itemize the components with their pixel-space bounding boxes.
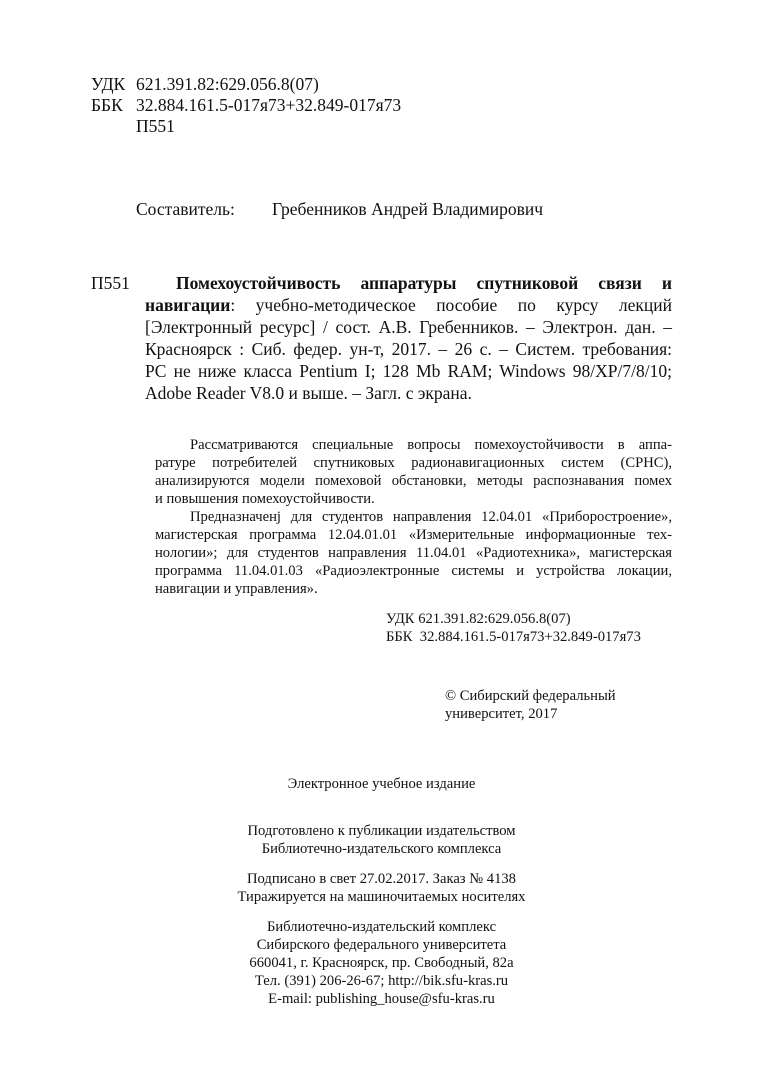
udk-footer: УДК 621.391.82:629.056.8(07) — [386, 611, 571, 627]
copyright-line: университет, 2017 — [445, 706, 558, 722]
imprint-line: 660041, г. Красноярск, пр. Свободный, 82а — [249, 955, 514, 971]
edition-type: Электронное учебное издание — [287, 776, 476, 792]
bbk-value: 32.884.161.5-017я73+32.849-017я73 — [136, 95, 402, 115]
annotation-line: анализируются модели помеховой обстановки, методы распознавания помех — [155, 473, 672, 489]
record-line: PC не ниже класса Pentium I; 128 Mb RAM; Windows 98/XP/7/8/10; — [145, 361, 672, 381]
annotation-line: нологии»; для студентов направления 11.04.01 «Радиотехника», магистерская — [155, 545, 672, 561]
record-title-end: навигации — [145, 295, 231, 315]
annotation-line: и повышения помехоустойчивости. — [155, 491, 375, 507]
record-line: Красноярск : Сиб. федер. ун-т, 2017. – 26 с. – Систем. требования: — [145, 339, 672, 359]
imprint-line: Подготовлено к публикации издательством — [247, 823, 516, 839]
record-subtitle: : учебно-методическое пособие по курсу лекций — [230, 295, 672, 315]
annotation-line: магистерская программа 12.04.01.01 «Измерительные информационные тех- — [155, 527, 672, 543]
imprint-line: E-mail: publishing_house@sfu-kras.ru — [268, 991, 495, 1007]
bbk-label: ББК — [91, 95, 123, 115]
record-line — [145, 295, 672, 316]
record-code: П551 — [91, 273, 130, 293]
annotation-line: Рассматриваются специальные вопросы помехоустойчивости в аппа- — [190, 437, 672, 453]
annotation-line: Предназначенј для студентов направления 12.04.01 «Приборостроение», — [190, 509, 672, 525]
imprint-line: Тел. (391) 206-26-67; http://bik.sfu-kras.ru — [254, 973, 509, 989]
annotation-line: навигации и управления». — [155, 581, 318, 597]
imprint-line: Библиотечно-издательский комплекс — [266, 919, 497, 935]
imprint-line: Тиражируется на машиночитаемых носителях — [237, 889, 526, 905]
record-line: Adobe Reader V8.0 и выше. – Загл. с экрана. — [145, 383, 472, 403]
imprint-line: Библиотечно-издательского комплекса — [261, 841, 502, 857]
annotation-line: ратуре потребителей спутниковых радионавигационных систем (СРНС), — [155, 455, 672, 471]
udk-value: 621.391.82:629.056.8(07) — [136, 74, 319, 94]
copyright-line: © Сибирский федеральный — [445, 688, 616, 704]
record-title: Помехоустойчивость аппаратуры спутниковой связи и — [176, 273, 672, 293]
record-title-line — [176, 273, 672, 294]
imprint-line: Сибирского федерального университета — [256, 937, 507, 953]
record-line: [Электронный ресурс] / сост. А.В. Гребенников. – Электрон. дан. – — [145, 317, 672, 337]
annotation-line: программа 11.04.01.03 «Радиоэлектронные системы и устройства локации, — [155, 563, 672, 579]
compiler-name: Гребенников Андрей Владимирович — [272, 199, 544, 219]
author-code: П551 — [136, 116, 175, 136]
bbk-footer: ББК 32.884.161.5-017я73+32.849-017я73 — [386, 629, 641, 645]
compiler-label: Составитель: — [136, 199, 235, 219]
udk-label: УДК — [91, 74, 126, 94]
imprint-line: Подписано в свет 27.02.2017. Заказ № 4138 — [247, 871, 516, 887]
